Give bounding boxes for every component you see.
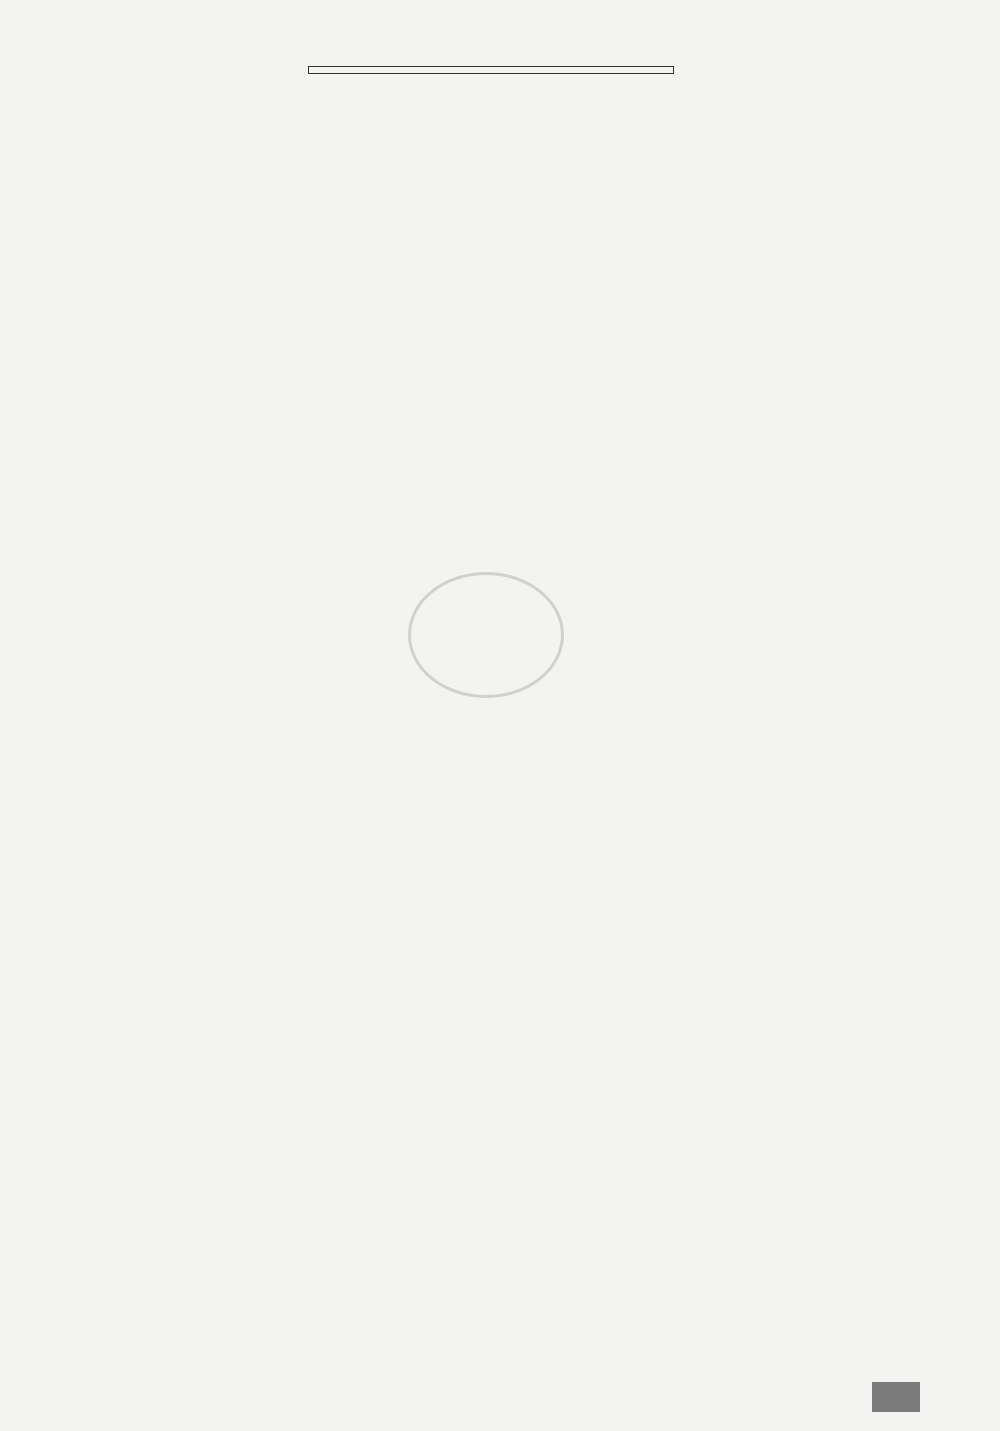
page-number bbox=[872, 1382, 920, 1412]
notice-box bbox=[308, 66, 674, 74]
watermark bbox=[14, 732, 1000, 1367]
answer-content bbox=[30, 62, 942, 118]
stamp bbox=[408, 572, 564, 698]
